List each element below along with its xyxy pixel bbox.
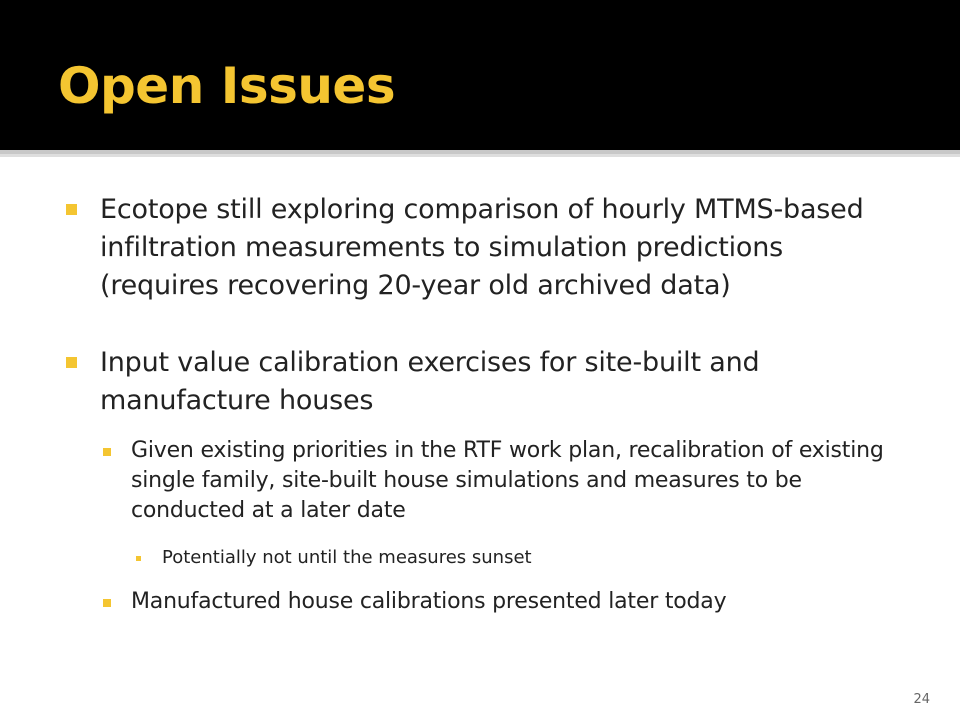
square-bullet-icon [66, 357, 77, 368]
sub-sub-bullet-text: Potentially not until the measures sunset [162, 547, 532, 568]
bullet-item-1 [100, 191, 890, 305]
bullet-item-2 [100, 344, 890, 420]
bullet-text: Input value calibration exercises for site-built and manufacture houses [100, 347, 760, 416]
square-bullet-icon [66, 204, 77, 215]
sub-bullet-text: Given existing priorities in the RTF work plan, recalibration of existing single family, site-built house simulations and measures to be conducted at a later date [131, 438, 884, 523]
page-number: 24 [913, 692, 930, 707]
bullet-text: Ecotope still exploring comparison of hourly MTMS-based infiltration measurements to simulation predictions (requires recovering 20-year old archived data) [100, 194, 864, 301]
square-bullet-icon [136, 556, 141, 561]
sub-bullet-item-1 [131, 436, 901, 526]
sub-bullet-item-2 [131, 587, 901, 617]
sub-bullet-text: Manufactured house calibrations presented later today [131, 589, 727, 614]
slide-title: Open Issues [58, 57, 396, 115]
square-bullet-icon [103, 599, 111, 607]
square-bullet-icon [103, 448, 111, 456]
sub-sub-bullet-item-1 [162, 545, 862, 571]
